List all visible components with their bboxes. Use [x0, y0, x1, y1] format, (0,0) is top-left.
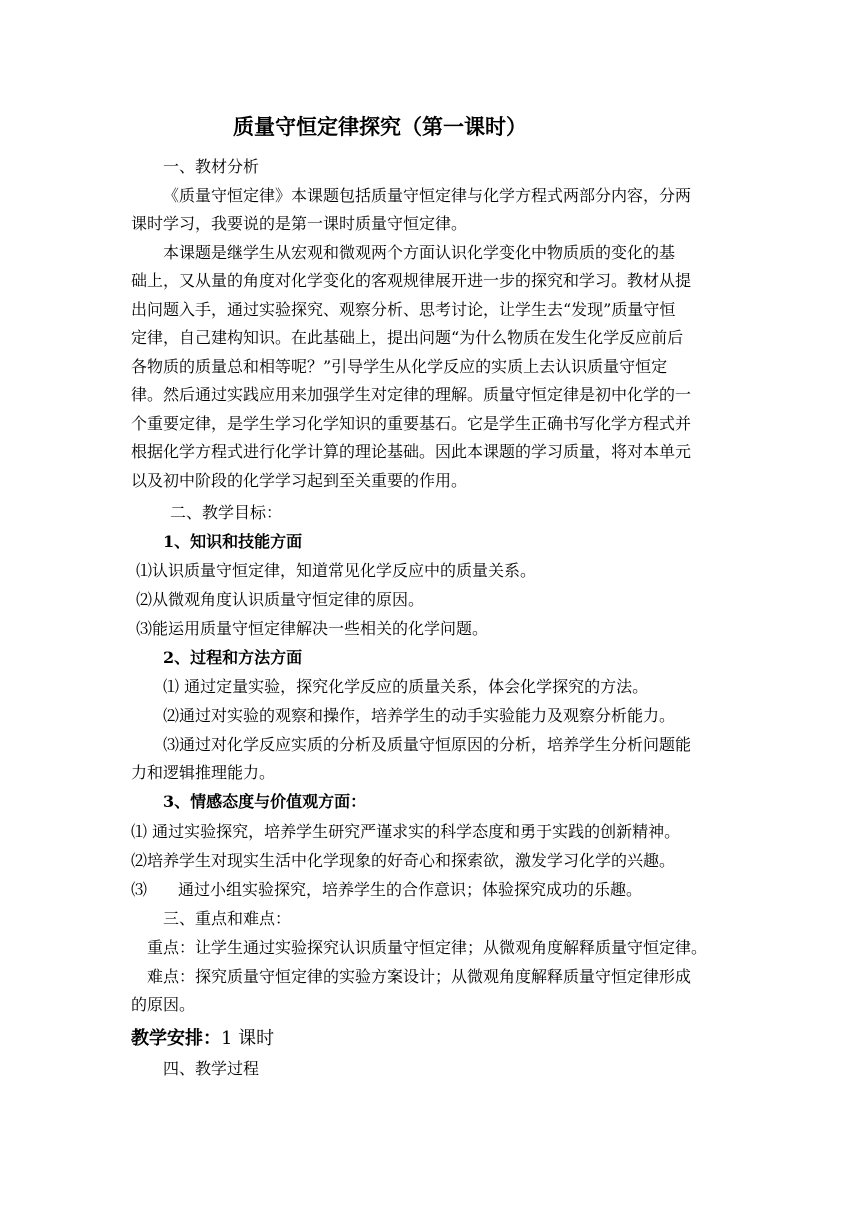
section-heading: 三、重点和难点：	[163, 909, 292, 928]
list-item: 通过小组实验探究，培养学生的合作意识；体验探究成功的乐趣。	[178, 880, 643, 899]
list-item: ⑴认识质量守恒定律，知道常见化学反应中的质量关系。	[136, 561, 537, 580]
key-point: 重点：让学生通过实验探究认识质量守恒定律；从微观角度解释质量守恒定律。	[147, 938, 708, 957]
paragraph-line: 以及初中阶段的化学学习起到至关重要的作用。	[131, 471, 468, 490]
list-item: ⑴ 通过实验探究，培养学生研究严谨求实的科学态度和勇于实践的创新精神。	[131, 822, 681, 841]
paragraph-line: 定律，自己建构知识。在此基础上，提出问题“为什么物质在发生化学反应前后	[131, 328, 684, 347]
paragraph-line: 《质量守恒定律》本课题包括质量守恒定律与化学方程式两部分内容，分两	[163, 186, 692, 205]
arrangement-label: 教学安排：	[131, 1028, 221, 1049]
teaching-arrangement	[131, 1027, 274, 1051]
paragraph-line: 本课题是继学生从宏观和微观两个方面认识化学变化中物质质的变化的基	[163, 243, 676, 262]
page-title: 质量守恒定律探究（第一课时）	[233, 114, 527, 139]
list-item: ⑵从微观角度认识质量守恒定律的原因。	[136, 590, 425, 609]
difficulty: 难点：探究质量守恒定律的实验方案设计；从微观角度解释质量守恒定律形成	[147, 967, 692, 986]
section-heading: 四、教学过程	[163, 1059, 260, 1078]
list-item: ⑴ 通过定量实验，探究化学反应的质量关系，体会化学探究的方法。	[163, 677, 649, 696]
list-item: ⑶能运用质量守恒定律解决一些相关的化学问题。	[136, 619, 489, 638]
list-item: 力和逻辑推理能力。	[131, 763, 276, 782]
paragraph-line: 课时学习，我要说的是第一课时质量守恒定律。	[131, 214, 468, 233]
paragraph-line: 根据化学方程式进行化学计算的理论基础。因此本课题的学习质量，将对本单元	[131, 442, 692, 461]
list-item-number: ⑶	[131, 880, 148, 899]
paragraph-line: 础上，又从量的角度对化学变化的客观规律展开进一步的探究和学习。教材从提	[131, 271, 692, 290]
list-item: ⑶通过对化学反应实质的分析及质量守恒原因的分析，培养学生分析问题能	[163, 735, 692, 754]
list-item: ⑵培养学生对现实生活中化学现象的好奇心和探索欲，激发学习化学的兴趣。	[131, 851, 676, 870]
difficulty: 的原因。	[131, 995, 196, 1014]
paragraph-line: 出问题入手，通过实验探究、观察分析、思考讨论，让学生去“发现”质量守恒	[131, 300, 676, 319]
section-heading: 一、教材分析	[163, 157, 260, 176]
section-heading: 二、教学目标：	[170, 503, 283, 522]
list-item: ⑵通过对实验的观察和操作，培养学生的动手实验能力及观察分析能力。	[163, 706, 676, 725]
paragraph-line: 各物质的质量总和相等呢？”引导学生从化学反应的实质上去认识质量守恒定	[131, 357, 668, 376]
paragraph-line: 律。然后通过实践应用来加强学生对定律的理解。质量守恒定律是初中化学的一	[131, 385, 692, 404]
subsection-heading: 2、过程和方法方面	[163, 648, 303, 667]
arrangement-value: 1 课时	[221, 1028, 275, 1049]
subsection-heading: 3、情感态度与价值观方面：	[163, 792, 367, 811]
paragraph-line: 个重要定律，是学生学习化学知识的重要基石。它是学生正确书写化学方程式并	[131, 414, 692, 433]
subsection-heading: 1、知识和技能方面	[163, 532, 303, 551]
